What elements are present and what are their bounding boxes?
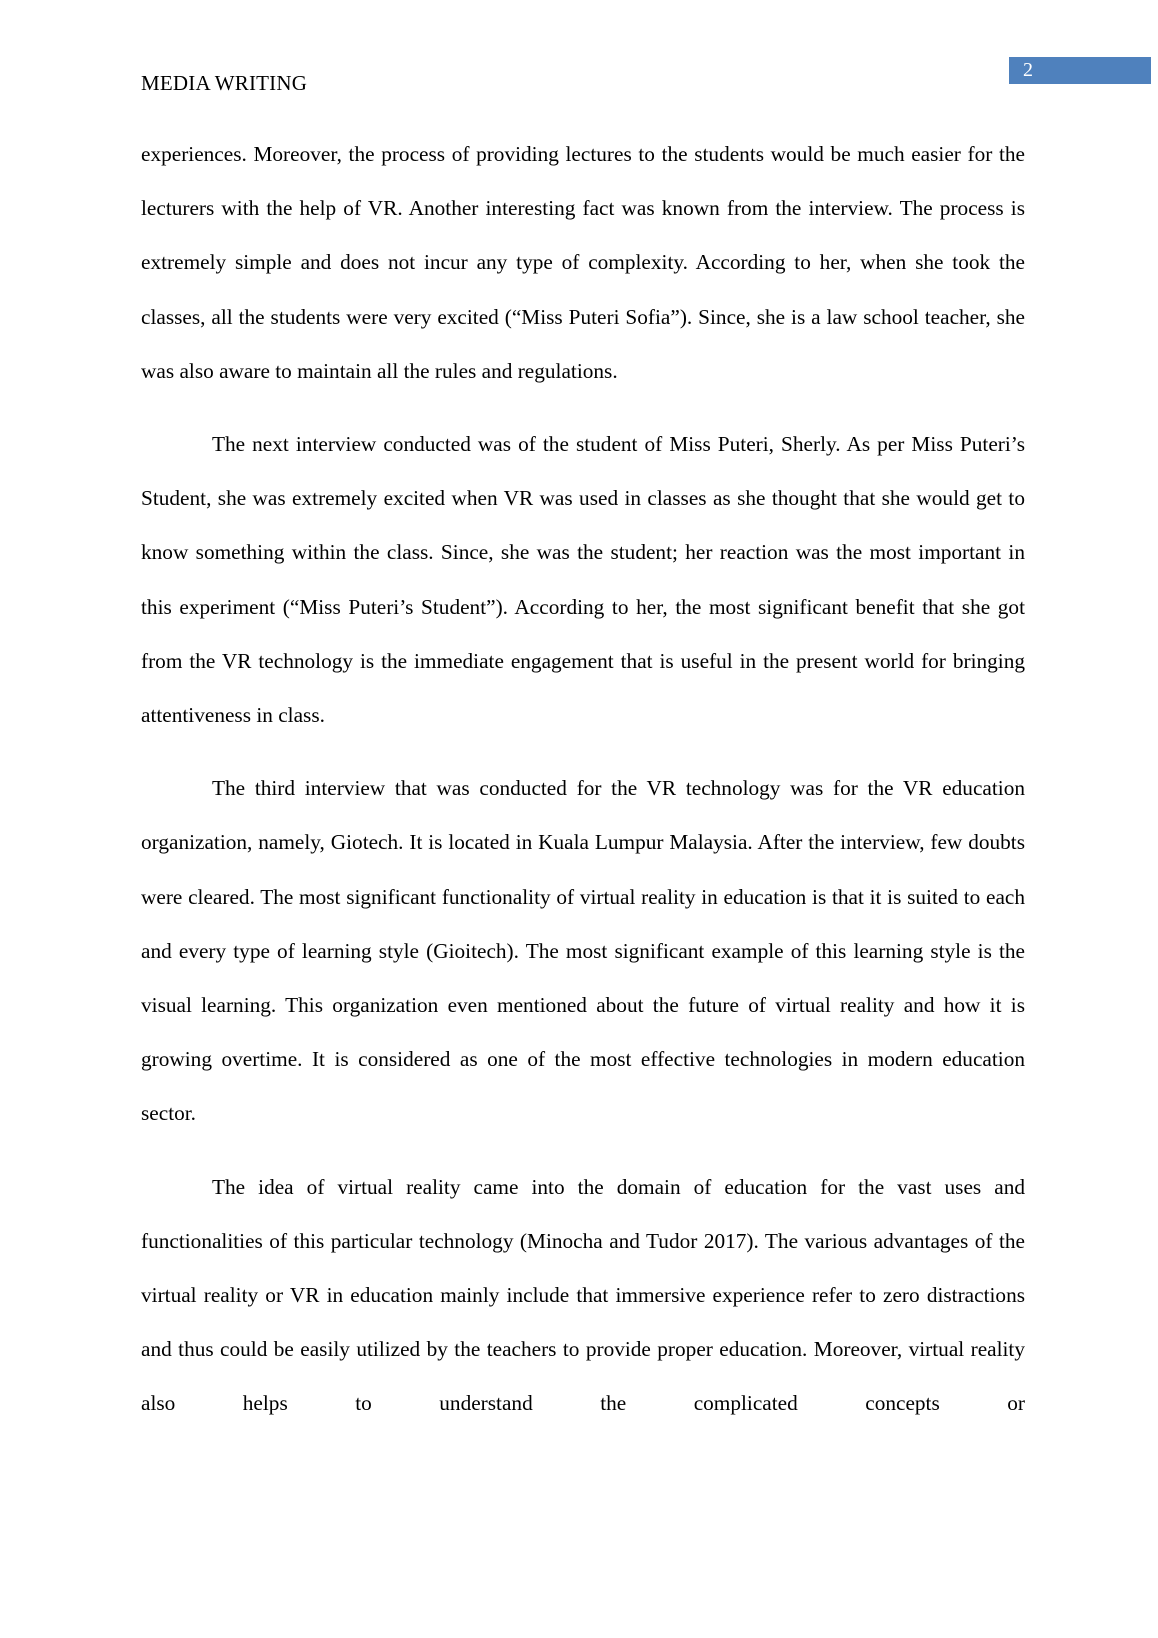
paragraph-1: experiences. Moreover, the process of providing lectures to the students would be much easier for the lecturers with the help of VR. Another interesting fact was known from the interview. The process is extremely simple and does not incur any type of complexity. According to her, when she took the classes, all the students were very excited (“Miss Puteri Sofia”). Since, she is a law school teacher, she was also aware to maintain all the rules and regulations.	[141, 142, 1025, 383]
paragraph-3: The third interview that was conducted for the VR technology was for the VR education organization, namely, Giotech. It is located in Kuala Lumpur Malaysia. After the interview, few doubts were cleared. The most significant functionality of virtual reality in education is that it is suited to each and every type of learning style (Gioitech). The most significant example of this learning style is the visual learning. This organization even mentioned about the future of virtual reality and how it is growing overtime. It is considered as one of the most effective technologies in modern education sector.	[141, 776, 1025, 1126]
paragraph-4: The idea of virtual reality came into the domain of education for the vast uses and functionalities of this particular technology (Minocha and Tudor 2017). The various advantages of the virtual reality or VR in education mainly include that immersive experience refer to zero distractions and thus could be easily utilized by the teachers to provide proper education. Moreover, virtual reality also helps to understand the complicated concepts or	[141, 1174, 1025, 1416]
body-text	[141, 127, 1025, 1450]
running-head: MEDIA WRITING	[141, 71, 308, 95]
page-number: 2	[1009, 57, 1151, 84]
paragraph-2: The next interview conducted was of the student of Miss Puteri, Sherly. As per Miss Puteri’s Student, she was extremely excited when VR was used in classes as she thought that she would get to know something within the class. Since, she was the student; her reaction was the most important in this experiment (“Miss Puteri’s Student”). According to her, the most significant benefit that she got from the VR technology is the immediate engagement that is useful in the present world for bringing attentiveness in class.	[141, 432, 1025, 728]
